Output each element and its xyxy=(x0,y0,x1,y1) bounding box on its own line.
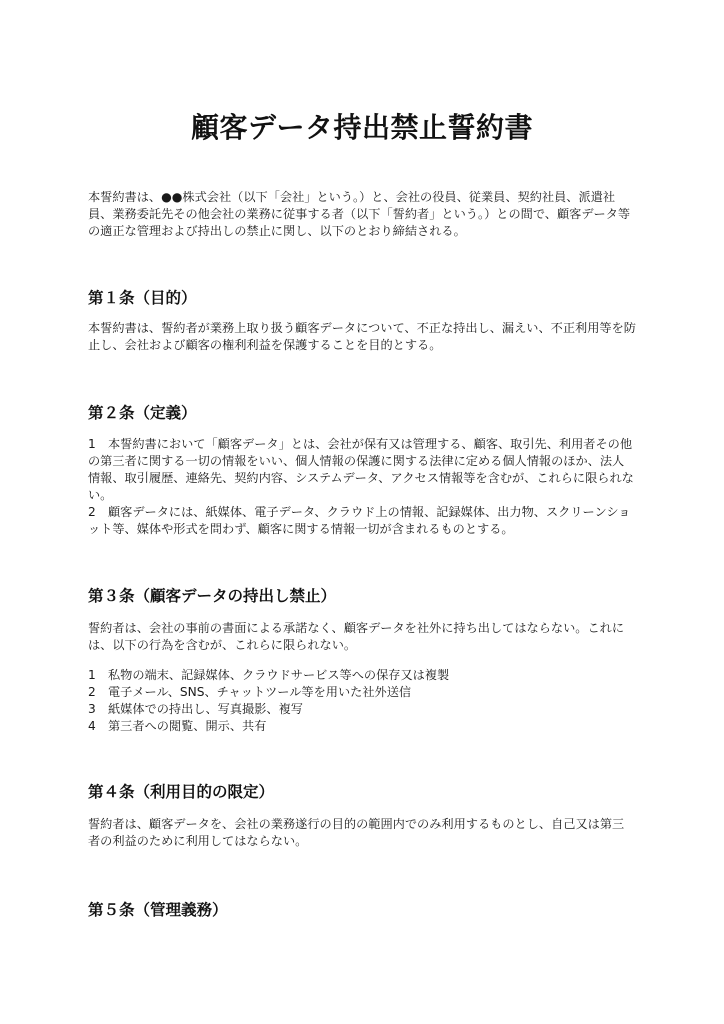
list-item-text: 私物の端末、記録媒体、クラウドサービス等への保存又は複製 xyxy=(108,668,450,682)
article-5-heading: 第５条（管理義務） xyxy=(88,901,228,919)
article-2-paragraph-1: 1 本誓約書において「顧客データ」とは、会社が保有又は管理する、顧客、取引先、利用者その他の第三者に関する一切の情報をいい、個人情報の保護に関する法律に定める個人情報のほか、法人情報、取引履歴、連絡先、契約内容、システムデータ、アクセス情報等を含むが、これらに限られない。 xyxy=(88,437,634,502)
article-2-heading: 第２条（定義） xyxy=(88,404,197,422)
article-3-text: 誓約者は、会社の事前の書面による承諾なく、顧客データを社外に持ち出してはならない。これには、以下の行為を含むが、これらに限られない。 xyxy=(88,621,625,652)
article-3-heading: 第３条（顧客データの持出し禁止） xyxy=(88,587,337,605)
list-item xyxy=(88,701,636,718)
article-4-body xyxy=(88,816,636,850)
list-item-number: 2 xyxy=(88,685,96,699)
article-3-body xyxy=(88,620,636,654)
list-item-text: 電子メール、SNS、チャットツール等を用いた社外送信 xyxy=(108,685,412,699)
article-4-text: 誓約者は、顧客データを、会社の業務遂行の目的の範囲内でのみ利用するものとし、自己又は第三者の利益のために利用してはならない。 xyxy=(88,817,625,848)
list-item-text: 紙媒体での持出し、写真撮影、複写 xyxy=(108,702,303,716)
list-item-number: 4 xyxy=(88,719,96,733)
document-title: 顧客データ持出禁止誓約書 xyxy=(190,111,533,144)
intro-text: 本誓約書は、●●株式会社（以下「会社」という。）と、会社の役員、従業員、契約社員、派遣社員、業務委託先その他会社の業務に従事する者（以下「誓約者」という。）との間で、顧客データ等の適正な管理および持出しの禁止に関し、以下のとおり締結される。 xyxy=(88,190,631,238)
article-1-body xyxy=(88,320,636,354)
intro-paragraph xyxy=(88,189,636,240)
list-item-number: 1 xyxy=(88,668,96,682)
list-item xyxy=(88,667,636,684)
article-1-text: 本誓約書は、誓約者が業務上取り扱う顧客データについて、不正な持出し、漏えい、不正利用等を防止し、会社および顧客の権利利益を保護することを目的とする。 xyxy=(88,321,636,352)
list-item-number: 3 xyxy=(88,702,96,716)
article-2-body xyxy=(88,436,636,538)
article-1-heading: 第１条（目的） xyxy=(88,289,197,307)
list-item xyxy=(88,718,636,735)
article-2-paragraph-2: 2 顧客データには、紙媒体、電子データ、クラウド上の情報、記録媒体、出力物、スクリーンショット等、媒体や形式を問わず、顧客に関する情報一切が含まれるものとする。 xyxy=(88,505,631,536)
article-4-heading: 第４条（利用目的の限定） xyxy=(88,783,275,801)
list-item xyxy=(88,684,636,701)
article-3-list xyxy=(88,667,636,735)
list-item-text: 第三者への閲覧、開示、共有 xyxy=(108,719,267,733)
